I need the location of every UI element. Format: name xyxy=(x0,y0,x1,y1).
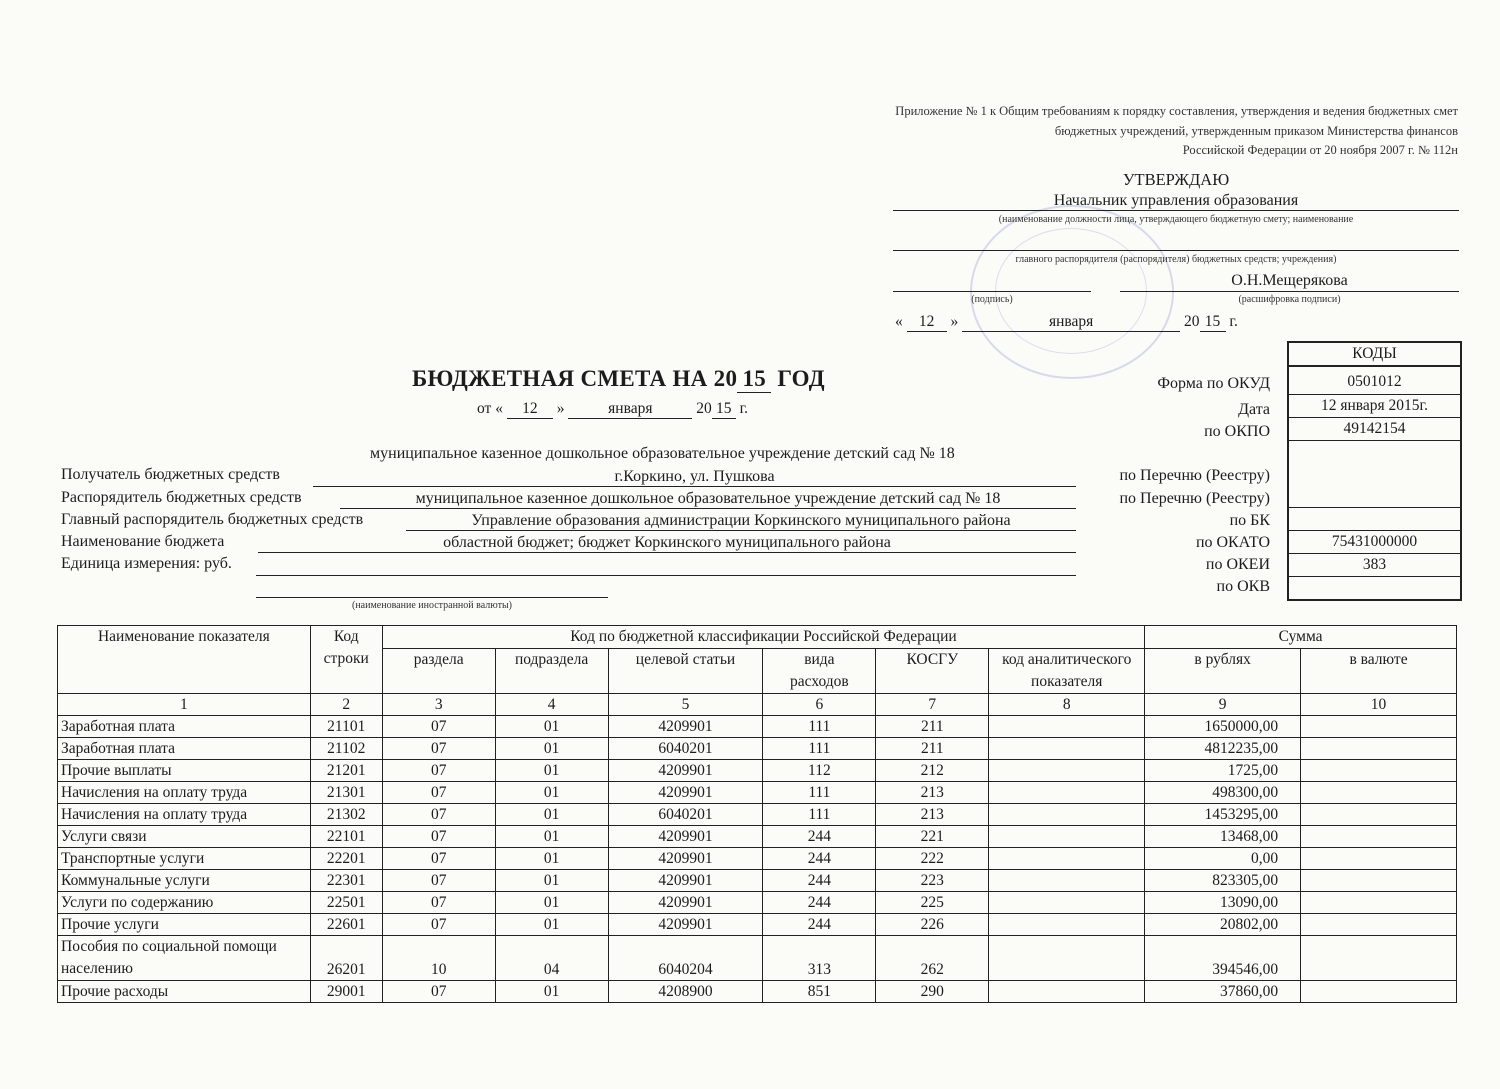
signature-decode-line xyxy=(1120,291,1459,292)
row-kind: 244 xyxy=(763,826,876,848)
row-analytic xyxy=(989,870,1145,892)
row-code: 21201 xyxy=(310,760,382,782)
title-date-close: » xyxy=(556,400,565,417)
row-subsection: 04 xyxy=(495,936,608,981)
header-analytic-line-1: код аналитического xyxy=(1002,651,1132,668)
row-sum-currency xyxy=(1301,981,1457,1003)
row-name: Прочие выплаты xyxy=(58,760,311,782)
code-okud: 0501012 xyxy=(1289,365,1460,394)
approve-hint-2: главного распорядителя (распорядителя) бюджетных средств; учреждения) xyxy=(1015,254,1337,265)
column-number: 1 xyxy=(58,694,311,716)
label-okato: по ОКАТО xyxy=(1195,534,1270,551)
row-section: 07 xyxy=(382,760,495,782)
label-reestr-2: по Перечню (Реестру) xyxy=(1119,490,1270,507)
row-section: 07 xyxy=(382,826,495,848)
row-sum-rub: 498300,00 xyxy=(1145,782,1301,804)
row-kosgu: 225 xyxy=(876,892,989,914)
signature-hint: (подпись) xyxy=(971,294,1013,305)
label-okei: по ОКЕИ xyxy=(1205,556,1270,573)
row-name: Пособия по социальной помощи населению xyxy=(58,936,311,981)
row-name: Услуги связи xyxy=(58,826,311,848)
code-okato: 75431000000 xyxy=(1289,530,1460,553)
header-code-line-2: строки xyxy=(323,650,369,667)
column-number: 7 xyxy=(876,694,989,716)
unit-line xyxy=(256,575,1076,576)
approve-date-open: « xyxy=(895,313,903,330)
row-analytic xyxy=(989,936,1145,981)
title-text: БЮДЖЕТНАЯ СМЕТА НА 20 xyxy=(412,366,738,391)
appendix-line-2: бюджетных учреждений, утвержденным приказом Министерства финансов xyxy=(1054,123,1458,138)
row-sum-rub: 4812235,00 xyxy=(1145,738,1301,760)
row-name: Начисления на оплату труда xyxy=(58,782,311,804)
row-section: 07 xyxy=(382,804,495,826)
row-kind: 244 xyxy=(763,914,876,936)
label-okv: по ОКВ xyxy=(1216,578,1270,595)
approve-heading: УТВЕРЖДАЮ xyxy=(1122,170,1230,189)
row-target: 4209901 xyxy=(608,760,763,782)
row-kind: 244 xyxy=(763,848,876,870)
header-kind xyxy=(763,649,876,694)
row-kind: 313 xyxy=(763,936,876,981)
row-sum-rub: 13468,00 xyxy=(1145,826,1301,848)
row-analytic xyxy=(989,826,1145,848)
row-subsection: 01 xyxy=(495,760,608,782)
row-analytic xyxy=(989,782,1145,804)
row-analytic xyxy=(989,738,1145,760)
row-sum-currency xyxy=(1301,892,1457,914)
title-date-year: 15 xyxy=(712,400,736,419)
row-target: 4209901 xyxy=(608,826,763,848)
row-sum-currency xyxy=(1301,760,1457,782)
label-reestr-1: по Перечню (Реестру) xyxy=(1119,467,1270,484)
row-sum-currency xyxy=(1301,936,1457,981)
approver-name: О.Н.Мещерякова xyxy=(1231,272,1348,289)
row-code: 22601 xyxy=(310,914,382,936)
row-section: 07 xyxy=(382,914,495,936)
row-section: 07 xyxy=(382,782,495,804)
row-sum-currency xyxy=(1301,782,1457,804)
row-analytic xyxy=(989,981,1145,1003)
approve-date-year-suffix: г. xyxy=(1229,313,1238,330)
row-kosgu: 221 xyxy=(876,826,989,848)
table-row xyxy=(58,716,1457,738)
approve-date xyxy=(895,313,1238,332)
row-sum-rub: 1453295,00 xyxy=(1145,804,1301,826)
code-bk xyxy=(1289,507,1460,530)
title-date xyxy=(477,400,748,419)
budget-value: областной бюджет; бюджет Коркинского муниципального района xyxy=(258,534,1076,553)
approve-position-line xyxy=(893,210,1459,211)
main-manager-value: Управление образования администрации Коркинского муниципального района xyxy=(406,512,1076,531)
row-sum-currency xyxy=(1301,738,1457,760)
row-subsection: 01 xyxy=(495,738,608,760)
manager-label: Распорядитель бюджетных средств xyxy=(61,489,302,506)
title-date-from: от « xyxy=(477,400,503,417)
row-sum-rub: 37860,00 xyxy=(1145,981,1301,1003)
table-row xyxy=(58,738,1457,760)
row-target: 6040201 xyxy=(608,738,763,760)
column-numbers-row xyxy=(58,694,1457,716)
header-currency: в валюте xyxy=(1301,649,1457,694)
row-code: 22501 xyxy=(310,892,382,914)
row-sum-currency xyxy=(1301,716,1457,738)
approve-date-year: 15 xyxy=(1200,313,1226,332)
header-code xyxy=(310,626,382,694)
table-row xyxy=(58,981,1457,1003)
row-subsection: 01 xyxy=(495,981,608,1003)
table-row xyxy=(58,870,1457,892)
row-subsection: 01 xyxy=(495,716,608,738)
row-target: 4209901 xyxy=(608,848,763,870)
row-sum-rub: 13090,00 xyxy=(1145,892,1301,914)
row-kind: 244 xyxy=(763,870,876,892)
title-suffix: ГОД xyxy=(777,366,825,391)
row-target: 4209901 xyxy=(608,716,763,738)
row-kind: 111 xyxy=(763,716,876,738)
page-title xyxy=(412,366,825,393)
row-sum-rub: 0,00 xyxy=(1145,848,1301,870)
row-sum-rub: 1725,00 xyxy=(1145,760,1301,782)
header-section: раздела xyxy=(382,649,495,694)
row-name: Прочие расходы xyxy=(58,981,311,1003)
approve-date-year-prefix: 20 xyxy=(1184,313,1200,330)
currency-line xyxy=(256,597,608,598)
table-row xyxy=(58,782,1457,804)
budget-label: Наименование бюджета xyxy=(61,533,225,550)
row-subsection: 01 xyxy=(495,782,608,804)
row-sum-rub: 823305,00 xyxy=(1145,870,1301,892)
row-code: 21102 xyxy=(310,738,382,760)
row-target: 4209901 xyxy=(608,870,763,892)
header-rub: в рублях xyxy=(1145,649,1301,694)
row-sum-currency xyxy=(1301,826,1457,848)
row-kind: 244 xyxy=(763,892,876,914)
title-date-year-prefix: 20 xyxy=(696,400,712,417)
approve-hint-1: (наименование должности лица, утверждающего бюджетную смету; наименование xyxy=(998,214,1354,225)
header-analytic xyxy=(989,649,1145,694)
column-number: 5 xyxy=(608,694,763,716)
row-target: 4209901 xyxy=(608,892,763,914)
row-subsection: 01 xyxy=(495,914,608,936)
column-number: 9 xyxy=(1145,694,1301,716)
column-number: 4 xyxy=(495,694,608,716)
row-kosgu: 213 xyxy=(876,804,989,826)
code-okpo: 49142154 xyxy=(1289,417,1460,440)
title-date-day: 12 xyxy=(507,400,553,419)
column-number: 3 xyxy=(382,694,495,716)
row-kind: 112 xyxy=(763,760,876,782)
table-row xyxy=(58,804,1457,826)
row-analytic xyxy=(989,804,1145,826)
column-number: 10 xyxy=(1301,694,1457,716)
row-sum-currency xyxy=(1301,914,1457,936)
title-year: 15 xyxy=(737,366,771,393)
row-analytic xyxy=(989,716,1145,738)
row-sum-rub: 20802,00 xyxy=(1145,914,1301,936)
label-date: Дата xyxy=(1238,401,1270,418)
table-row xyxy=(58,914,1457,936)
row-kind: 111 xyxy=(763,738,876,760)
row-section: 07 xyxy=(382,892,495,914)
table-row xyxy=(58,892,1457,914)
row-target: 4209901 xyxy=(608,782,763,804)
recipient-value: г.Коркино, ул. Пушкова xyxy=(313,468,1076,487)
header-code-line-1: Код xyxy=(333,628,359,645)
row-section: 10 xyxy=(382,936,495,981)
row-subsection: 01 xyxy=(495,892,608,914)
approve-date-close: » xyxy=(950,313,959,330)
code-okei: 383 xyxy=(1289,553,1460,576)
row-sum-currency xyxy=(1301,804,1457,826)
row-target: 4209901 xyxy=(608,914,763,936)
row-code: 21302 xyxy=(310,804,382,826)
approve-date-day: 12 xyxy=(907,313,947,332)
row-name: Транспортные услуги xyxy=(58,848,311,870)
header-subsection: подраздела xyxy=(495,649,608,694)
row-kosgu: 290 xyxy=(876,981,989,1003)
row-kosgu: 262 xyxy=(876,936,989,981)
row-name: Заработная плата xyxy=(58,738,311,760)
title-date-year-suffix: г. xyxy=(739,400,749,417)
row-code: 26201 xyxy=(310,936,382,981)
codes-header: КОДЫ xyxy=(1352,345,1397,362)
row-code: 21101 xyxy=(310,716,382,738)
manager-value: муниципальное казенное дошкольное образовательное учреждение детский сад № 18 xyxy=(340,490,1076,509)
row-sum-currency xyxy=(1301,848,1457,870)
row-sum-currency xyxy=(1301,870,1457,892)
label-bk: по БК xyxy=(1229,512,1270,529)
column-number: 8 xyxy=(989,694,1145,716)
row-target: 6040204 xyxy=(608,936,763,981)
row-kosgu: 222 xyxy=(876,848,989,870)
header-kosgu: КОСГУ xyxy=(876,649,989,694)
table-row xyxy=(58,826,1457,848)
row-name: Услуги по содержанию xyxy=(58,892,311,914)
table-row xyxy=(58,760,1457,782)
table-row xyxy=(58,936,1457,981)
row-code: 22301 xyxy=(310,870,382,892)
main-manager-label: Главный распорядитель бюджетных средств xyxy=(61,511,364,528)
column-number: 6 xyxy=(763,694,876,716)
column-number: 2 xyxy=(310,694,382,716)
row-section: 07 xyxy=(382,848,495,870)
row-name: Начисления на оплату труда xyxy=(58,804,311,826)
row-code: 21301 xyxy=(310,782,382,804)
signature-decode-hint: (расшифровка подписи) xyxy=(1238,294,1341,305)
approve-org-line xyxy=(893,250,1459,251)
label-okpo: по ОКПО xyxy=(1204,423,1270,440)
row-analytic xyxy=(989,892,1145,914)
row-sum-rub: 394546,00 xyxy=(1145,936,1301,981)
row-subsection: 01 xyxy=(495,826,608,848)
row-name: Прочие услуги xyxy=(58,914,311,936)
header-target: целевой статьи xyxy=(608,649,763,694)
code-reestr xyxy=(1289,440,1460,507)
label-okud: Форма по ОКУД xyxy=(1157,375,1270,392)
row-kind: 851 xyxy=(763,981,876,1003)
code-date: 12 января 2015г. xyxy=(1289,394,1460,417)
row-subsection: 01 xyxy=(495,804,608,826)
table-body xyxy=(58,716,1457,1003)
row-target: 4208900 xyxy=(608,981,763,1003)
code-okv xyxy=(1289,576,1460,599)
row-code: 22201 xyxy=(310,848,382,870)
row-analytic xyxy=(989,848,1145,870)
row-subsection: 01 xyxy=(495,870,608,892)
row-section: 07 xyxy=(382,738,495,760)
title-date-month: января xyxy=(568,400,692,419)
header-bcc: Код по бюджетной классификации Российской Федерации xyxy=(382,626,1144,649)
currency-hint: (наименование иностранной валюты) xyxy=(352,600,512,611)
header-name: Наименование показателя xyxy=(58,626,311,694)
row-code: 22101 xyxy=(310,826,382,848)
row-kosgu: 223 xyxy=(876,870,989,892)
row-target: 6040201 xyxy=(608,804,763,826)
budget-table xyxy=(57,625,1457,1003)
row-kind: 111 xyxy=(763,782,876,804)
row-name: Заработная плата xyxy=(58,716,311,738)
row-section: 07 xyxy=(382,716,495,738)
unit-label: Единица измерения: руб. xyxy=(61,555,232,572)
table-row xyxy=(58,848,1457,870)
recipient-label: Получатель бюджетных средств xyxy=(61,466,280,483)
row-analytic xyxy=(989,914,1145,936)
appendix-note xyxy=(895,102,1458,161)
row-kosgu: 211 xyxy=(876,738,989,760)
recipient-name: муниципальное казенное дошкольное образовательное учреждение детский сад № 18 xyxy=(370,445,955,462)
row-sum-rub: 1650000,00 xyxy=(1145,716,1301,738)
header-kind-line-1: вида xyxy=(804,651,835,668)
row-kosgu: 212 xyxy=(876,760,989,782)
row-section: 07 xyxy=(382,981,495,1003)
row-section: 07 xyxy=(382,870,495,892)
header-kind-line-2: расходов xyxy=(790,673,849,690)
header-sum: Сумма xyxy=(1145,626,1457,649)
row-kosgu: 226 xyxy=(876,914,989,936)
header-analytic-line-2: показателя xyxy=(1031,673,1103,690)
row-subsection: 01 xyxy=(495,848,608,870)
approve-position: Начальник управления образования xyxy=(1053,192,1299,209)
appendix-line-1: Приложение № 1 к Общим требованиям к порядку составления, утверждения и ведения бюджетных смет xyxy=(895,104,1458,118)
appendix-line-3: Российской Федерации от 20 ноября 2007 г. № 112н xyxy=(1182,143,1458,157)
codes-box xyxy=(1287,341,1462,601)
row-kind: 111 xyxy=(763,804,876,826)
row-analytic xyxy=(989,760,1145,782)
row-kosgu: 211 xyxy=(876,716,989,738)
row-kosgu: 213 xyxy=(876,782,989,804)
approve-date-month: января xyxy=(962,313,1180,332)
signature-line xyxy=(893,291,1091,292)
row-name: Коммунальные услуги xyxy=(58,870,311,892)
row-code: 29001 xyxy=(310,981,382,1003)
